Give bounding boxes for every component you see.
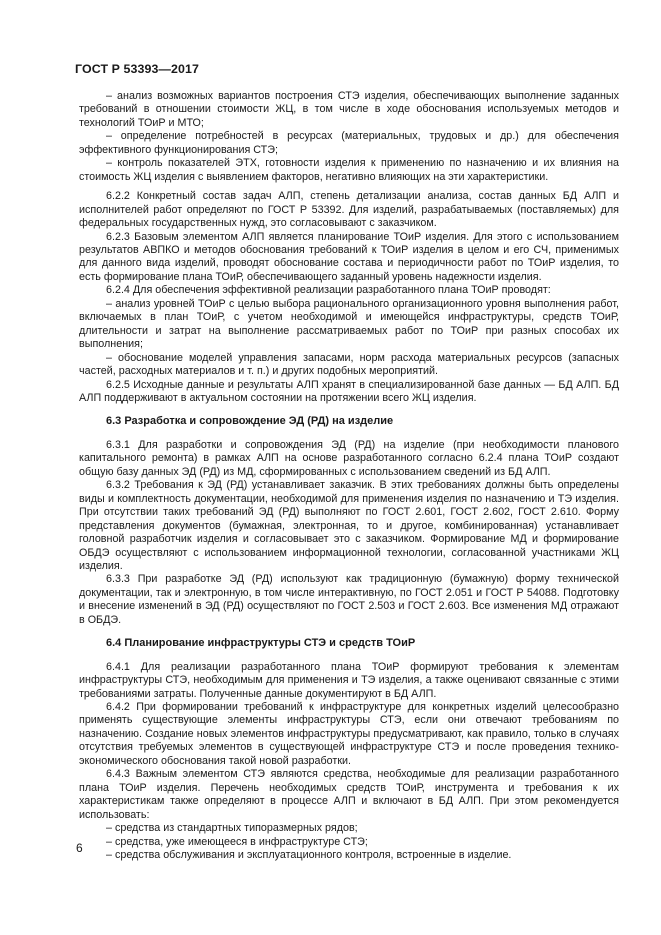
paragraph-6-2-2: 6.2.2 Конкретный состав задач АЛП, степень детализации анализа, состав данных БД АЛП и исполнителей работ определяют по ГОСТ Р 53392. Для изделий, разрабатываемых (поставляемых) для федеральных государственных нужд, это согласовывают с заказчиком.	[79, 190, 619, 230]
bullet-item: – контроль показателей ЭТХ, готовности изделия к применению по назначению и их влияния на стоимость ЖЦ изделия с выявлением факторов, негативно влияющих на эти характеристики.	[79, 157, 619, 183]
paragraph-6-3-3: 6.3.3 При разработке ЭД (РД) используют как традиционную (бумажную) форму технической документации, так и электронную, в том числе интерактивную, по ГОСТ 2.051 и ГОСТ Р 54088. Подготовку и внесение изменений в ЭД (РД) осуществляют по ГОСТ 2.503 и ГОСТ 2.603. Все изменения МД отражают в ОБДЭ.	[79, 573, 619, 626]
paragraph-6-2-5: 6.2.5 Исходные данные и результаты АЛП хранят в специализированной базе данных — БД АЛП. БД АЛП поддерживают в актуальном состоянии на протяжении всего ЖЦ изделия.	[79, 378, 619, 404]
page-number: 6	[76, 841, 83, 855]
paragraph-6-3-2: 6.3.2 Требования к ЭД (РД) устанавливает заказчик. В этих требованиях должны быть определены виды и комплектность документации, необходимой для применения изделия по назначению и ТЭ изделия. При отсутствии таких требований ЭД (РД) выполняют по ГОСТ 2.601, ГОСТ 2.602, ГОСТ 2.610. Форму представления документов (бумажная, электронная, то и другое, комбинированная) устанавливает головной разработчик изделия и согласовывает это с заказчиком. Формирование МД и формирование ОБДЭ осуществляют с использованием информационной технологии, согласованной участниками ЖЦ изделия.	[79, 479, 619, 572]
section-heading-6-4: 6.4 Планирование инфраструктуры СТЭ и средств ТОиР	[106, 637, 416, 650]
bullet-item: – средства обслуживания и эксплуатационного контроля, встроенные в изделие.	[106, 849, 512, 862]
bullet-item: – определение потребностей в ресурсах (материальных, трудовых и др.) для обеспечения эффективного функционирования СТЭ;	[79, 130, 619, 156]
document-header: ГОСТ Р 53393—2017	[75, 62, 199, 76]
bullet-item: – обоснование моделей управления запасами, норм расхода материальных ресурсов (запасных частей, расходных материалов и т. п.) и других подобных мероприятий.	[79, 351, 619, 378]
bullet-item: – средства, уже имеющееся в инфраструктуре СТЭ;	[106, 835, 368, 848]
paragraph-6-3-1: 6.3.1 Для разработки и сопровождения ЭД (РД) на изделие (при необходимости планового капитального ремонта) в рамках АЛП на основе разработанного согласно 6.2.4 плана ТОиР создают общую базу данных ЭД (РД) из МД, сформированных с использованием сведений из БД АЛП.	[79, 438, 619, 478]
paragraph-6-2-4: 6.2.4 Для обеспечения эффективной реализации разработанного плана ТОиР проводят:	[106, 284, 551, 297]
paragraph-6-2-3: 6.2.3 Базовым элементом АЛП является планирование ТОиР изделия. Для этого с использованием результатов АВПКО и методов обоснования требований к ТОиР изделия в целом и его СЧ, применимых для данного вида изделий, проводят обоснование состава и периодичности работ по ТОиР изделия, то есть формирование плана ТОиР, обеспечивающего заданный уровень надежности изделия.	[79, 230, 619, 283]
section-heading-6-3: 6.3 Разработка и сопровождение ЭД (РД) на изделие	[106, 415, 394, 428]
bullet-item: – анализ уровней ТОиР с целью выбора рационального организационного уровня выполнения работ, включаемых в план ТОиР, с учетом необходимой и имеющейся инфраструктуры, средств ТОиР, длительности и затрат на выполнение рассматриваемых работ по ТОиР при разных способах их выполнения;	[79, 297, 619, 351]
paragraph-6-4-3: 6.4.3 Важным элементом СТЭ являются средства, необходимые для реализации разработанного плана ТОиР изделия. Перечень необходимых средств ТОиР, инструмента и требования к их характеристикам также определяют в процессе АЛП и включают в БД АЛП. При этом рекомендуется использовать:	[79, 768, 619, 821]
paragraph-6-4-1: 6.4.1 Для реализации разработанного плана ТОиР формируют требования к элементам инфраструктуры СТЭ, необходимым для применения и ТЭ изделия, а также оценивают связанные с этими требованиями затраты. Полученные данные документируют в БД АЛП.	[79, 660, 619, 700]
bullet-item: – средства из стандартных типоразмерных рядов;	[106, 822, 358, 835]
document-body	[79, 90, 619, 862]
paragraph-6-4-2: 6.4.2 При формировании требований к инфраструктуре для конкретных изделий целесообразно применять существующие элементы инфраструктуры СТЭ, если они отвечают требованиям по назначению. Создание новых элементов инфраструктуры предусматривают, как правило, только в случаях отсутствия требуемых элементов в существующей инфраструктуре СТЭ и после проведения технико-экономического обоснования такой новой разработки.	[79, 701, 619, 767]
bullet-item: – анализ возможных вариантов построения СТЭ изделия, обеспечивающих выполнение заданных требований в отношении стоимости ЖЦ, в том числе в ходе обоснования используемых методов и технологий ТОиР и МТО;	[79, 90, 619, 129]
